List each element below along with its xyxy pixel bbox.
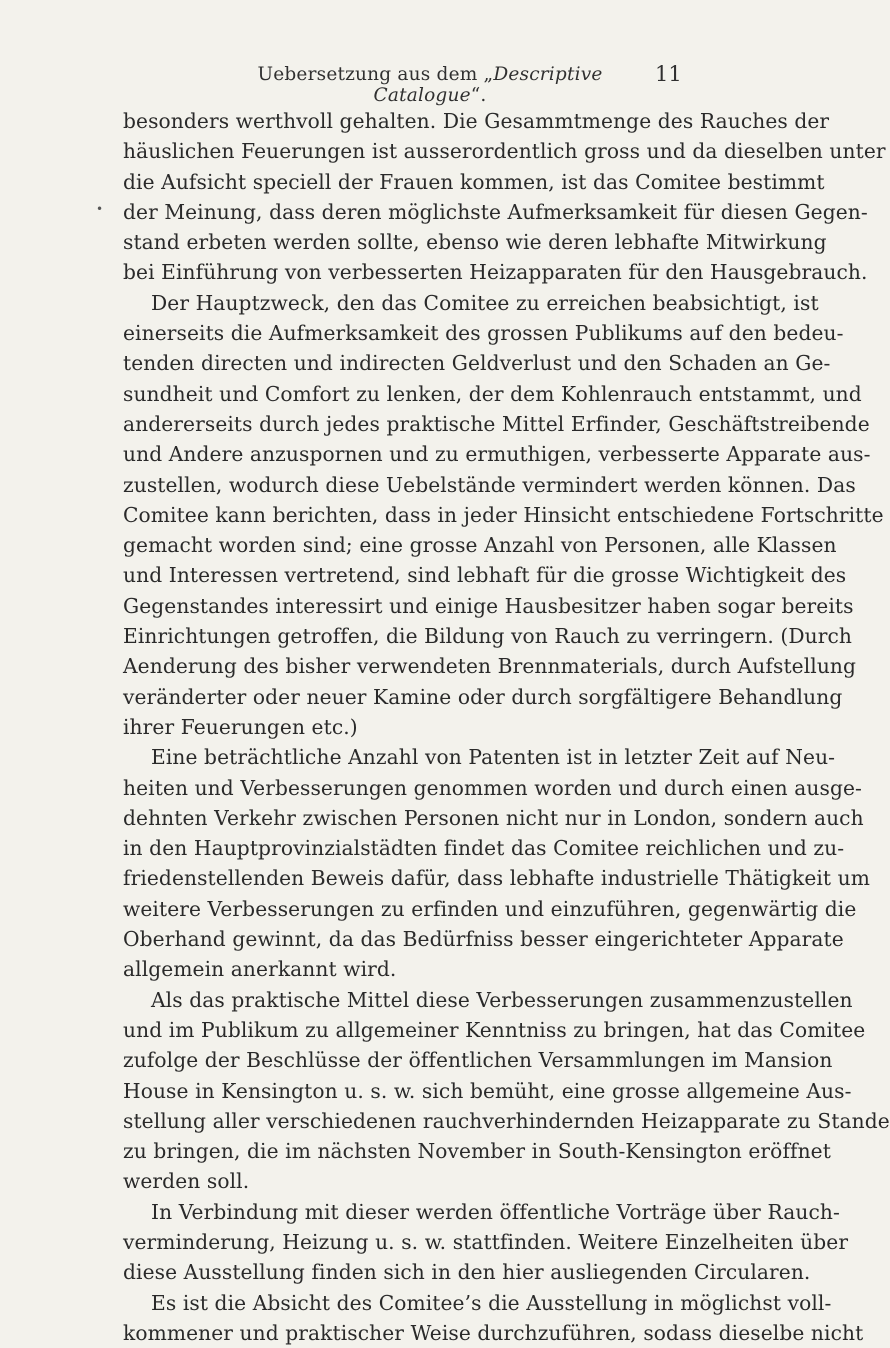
text-line: Einrichtungen getroffen, die Bildung von Rauch zu verringern. (Durch [123, 624, 853, 649]
text-line: zufolge der Beschlüsse der öffentlichen Versammlungen im Mansion [123, 1048, 833, 1073]
text-line: Aenderung des bisher verwendeten Brennmaterials, durch Aufstellung [123, 654, 857, 679]
text-line: verminderung, Heizung u. s. w. stattfinden. Weitere Einzelheiten über [123, 1229, 849, 1254]
body-text [123, 106, 890, 1348]
text-line: kommener und praktischer Weise durchzuführen, sodass dieselbe nicht [123, 1320, 864, 1345]
text-line: diese Ausstellung finden sich in den hier ausliegenden Circularen. [123, 1260, 811, 1285]
text-line: zustellen, wodurch diese Uebelstände vermindert werden können. Das [123, 472, 856, 497]
text-line: Es ist die Absicht des Comitee’s die Ausstellung in möglichst voll- [151, 1290, 832, 1315]
text-line: allgemein anerkannt wird. [123, 957, 397, 982]
text-line: stand erbeten werden sollte, ebenso wie deren lebhafte Mitwirkung [123, 230, 827, 255]
text-line: veränderter oder neuer Kamine oder durch sorgfältigere Behandlung [123, 684, 843, 709]
text-line: Comitee kann berichten, dass in jeder Hinsicht entschiedene Fortschritte [123, 502, 884, 527]
text-line: einerseits die Aufmerksamkeit des grossen Publikums auf den bedeu- [123, 321, 844, 346]
running-title-italic: Descriptive Catalogue [373, 64, 603, 106]
text-line: und im Publikum zu allgemeiner Kenntniss zu bringen, hat das Comitee [123, 1017, 866, 1042]
text-line: friedenstellenden Beweis dafür, dass lebhafte industrielle Thätigkeit um [123, 866, 870, 891]
text-line: und Andere anzuspornen und zu ermuthigen, verbesserte Apparate aus- [123, 442, 871, 467]
text-line: gemacht worden sind; eine grosse Anzahl von Personen, alle Klassen [123, 533, 837, 558]
text-line: sundheit und Comfort zu lenken, der dem Kohlenrauch entstammt, und [123, 381, 862, 406]
text-line: häuslichen Feuerungen ist ausserordentlich gross und da dieselben unter [123, 139, 886, 164]
text-line: Eine beträchtliche Anzahl von Patenten ist in letzter Zeit auf Neu- [151, 745, 836, 770]
text-line: weitere Verbesserungen zu erfinden und einzuführen, gegenwärtig die [123, 896, 857, 921]
running-title-suffix: “. [470, 85, 487, 106]
text-line: tenden directen und indirecten Geldverlust und den Schaden an Ge- [123, 351, 831, 376]
text-line: die Aufsicht speciell der Frauen kommen, ist das Comitee bestimmt [123, 169, 825, 194]
text-line: Oberhand gewinnt, da das Bedürfniss besser eingerichteter Apparate [123, 927, 844, 952]
text-line: heiten und Verbesserungen genommen worden und durch einen ausge- [123, 775, 862, 800]
text-line: und Interessen vertretend, sind lebhaft für die grosse Wichtigkeit des [123, 563, 847, 588]
text-line: andererseits durch jedes praktische Mittel Erfinder, Geschäftstreibende [123, 411, 870, 436]
running-title-prefix: Uebersetzung aus dem „ [257, 64, 494, 85]
running-title [250, 64, 610, 106]
text-line: Als das praktische Mittel diese Verbesserungen zusammenzustellen [151, 987, 853, 1012]
text-line: In Verbindung mit dieser werden öffentliche Vorträge über Rauch- [151, 1199, 840, 1224]
text-line: stellung aller verschiedenen rauchverhindernden Heizapparate zu Stande [123, 1108, 890, 1133]
text-line: Gegenstandes interessirt und einige Hausbesitzer haben sogar bereits [123, 593, 854, 618]
text-line: Der Hauptzweck, den das Comitee zu erreichen beabsichtigt, ist [151, 290, 819, 315]
text-line: ihrer Feuerungen etc.) [123, 714, 358, 739]
margin-mark: • [96, 202, 104, 216]
running-header [0, 62, 801, 106]
text-line: bei Einführung von verbesserten Heizapparaten für den Hausgebrauch. [123, 260, 868, 285]
text-line: dehnten Verkehr zwischen Personen nicht nur in London, sondern auch [123, 805, 864, 830]
text-line: in den Hauptprovinzialstädten findet das Comitee reichlichen und zu- [123, 836, 845, 861]
text-line: zu bringen, die im nächsten November in South-Kensington eröffnet [123, 1139, 831, 1164]
text-line: besonders werthvoll gehalten. Die Gesammtmenge des Rauches der [123, 109, 830, 133]
text-line: der Meinung, dass deren möglichste Aufmerksamkeit für diesen Gegen- [123, 199, 868, 224]
text-line: House in Kensington u. s. w. sich bemüht, eine grosse allgemeine Aus- [123, 1078, 852, 1103]
page-number: 11 [655, 62, 682, 86]
text-line: werden soll. [123, 1169, 250, 1194]
